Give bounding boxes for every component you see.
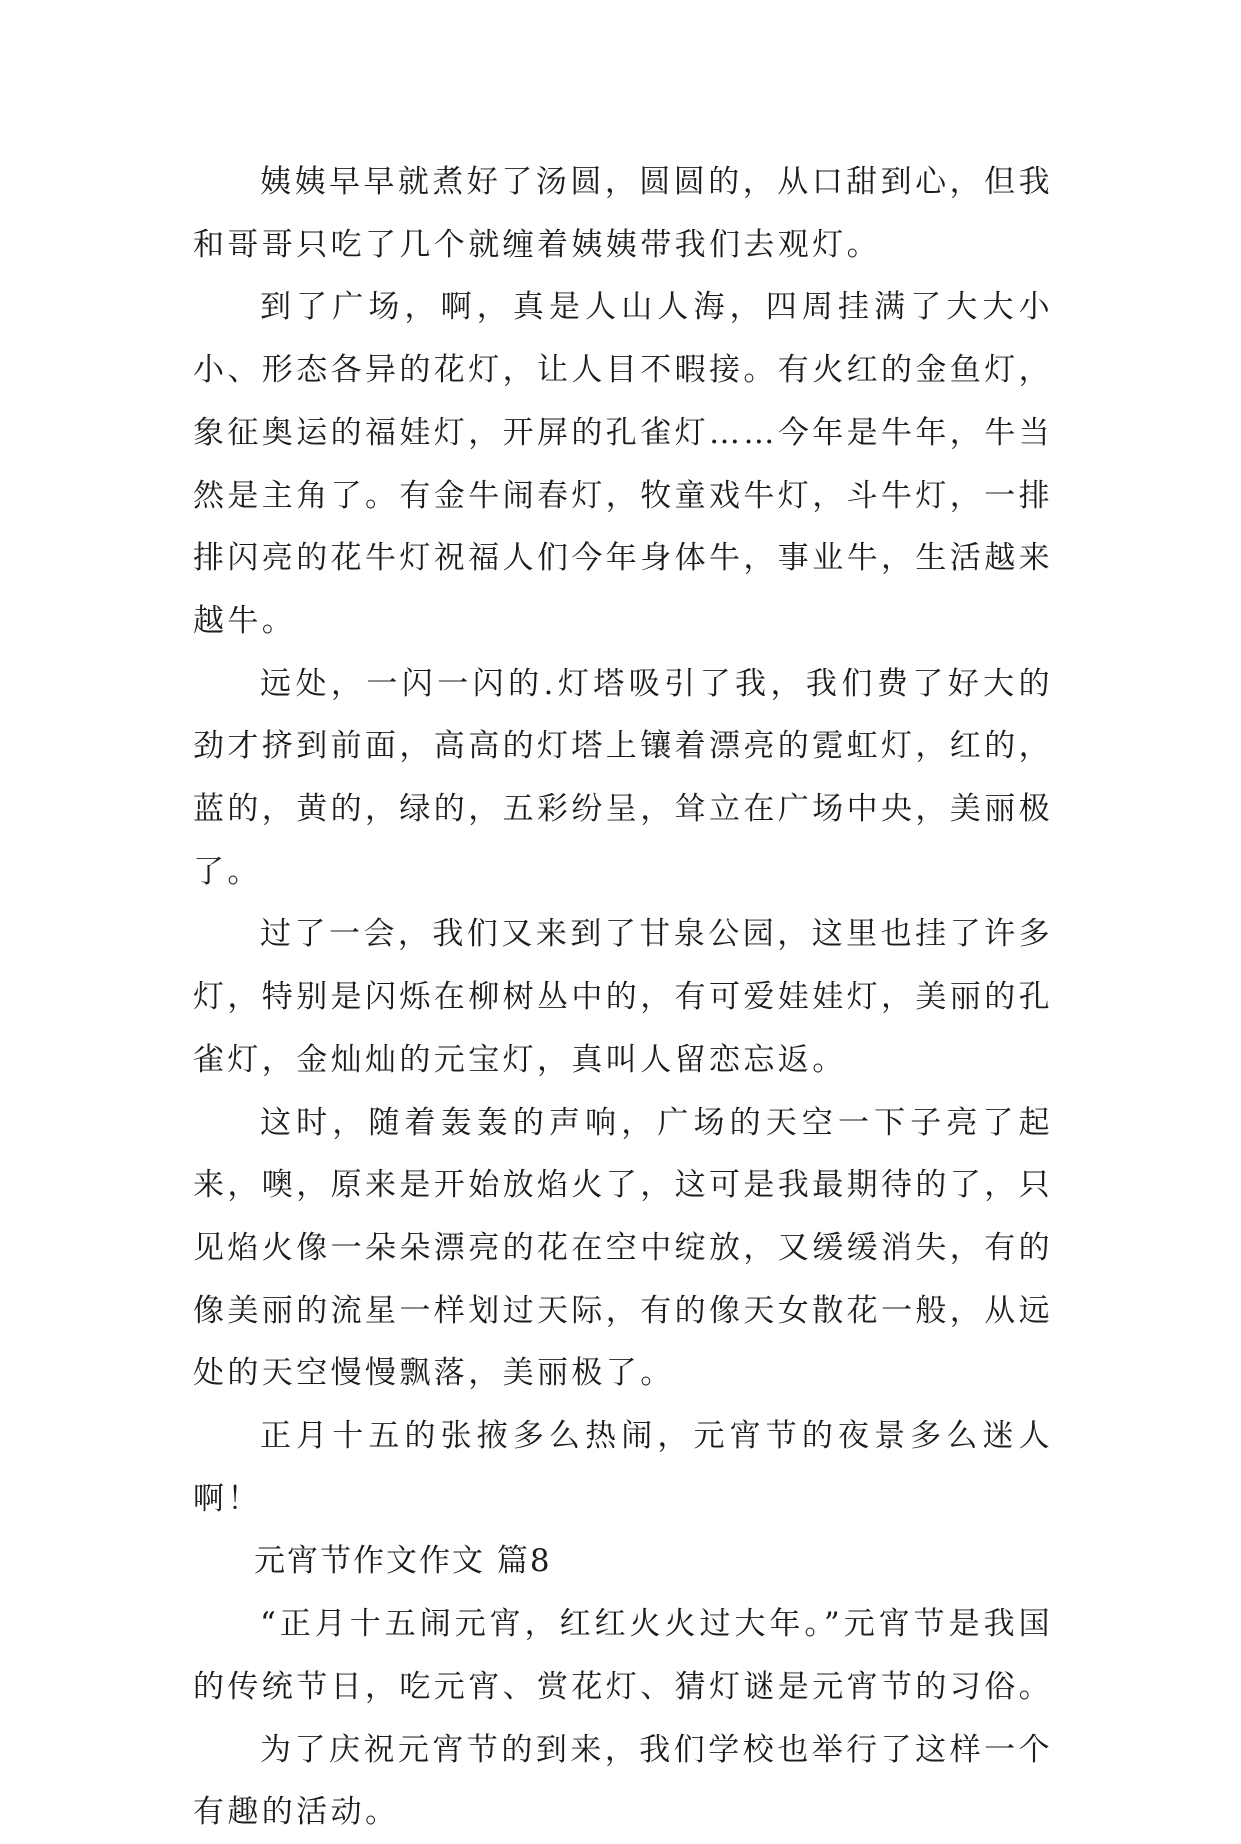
section-heading: 元宵节作文作文 篇8 — [254, 1543, 552, 1580]
paragraph-5: 这时，随着轰轰的声响，广场的天空一下子亮了起来，噢，原来是开始放焰火了，这可是我最期待的了，只见焰火像一朵朵漂亮的花在空中绽放，又缓缓消失，有的像美丽的流星一样划过天际，有的像天女散花一般，从远处的天空慢慢飘落，美丽极了。 — [193, 1104, 1053, 1392]
paragraph-2: 到了广场，啊，真是人山人海，四周挂满了大大小小、形态各异的花灯，让人目不暇接。有火红的金鱼灯，象征奥运的福娃灯，开屏的孔雀灯……今年是牛年，牛当然是主角了。有金牛闹春灯，牧童戏牛灯，斗牛灯，一排排闪亮的花牛灯祝福人们今年身体牛，事业牛，生活越来越牛。 — [193, 289, 1053, 639]
essay-body — [193, 151, 1053, 1844]
paragraph-7: “正月十五闹元宵，红红火火过大年。”元宵节是我国的传统节日，吃元宵、赏花灯、猜灯谜是元宵节的习俗。 — [193, 1606, 1053, 1705]
paragraph-6: 正月十五的张掖多么热闹，元宵节的夜景多么迷人啊！ — [193, 1418, 1053, 1517]
paragraph-8: 为了庆祝元宵节的到来，我们学校也举行了这样一个有趣的活动。 — [193, 1731, 1053, 1831]
paragraph-1: 姨姨早早就煮好了汤圆，圆圆的，从口甜到心，但我和哥哥只吃了几个就缠着姨姨带我们去观灯。 — [193, 164, 1053, 263]
paragraph-3: 远处，一闪一闪的.灯塔吸引了我，我们费了好大的劲才挤到前面，高高的灯塔上镶着漂亮的霓虹灯，红的，蓝的，黄的，绿的，五彩纷呈，耸立在广场中央，美丽极了。 — [193, 665, 1053, 890]
paragraph-4: 过了一会，我们又来到了甘泉公园，这里也挂了许多灯，特别是闪烁在柳树丛中的，有可爱娃娃灯，美丽的孔雀灯，金灿灿的元宝灯，真叫人留恋忘返。 — [193, 916, 1053, 1078]
